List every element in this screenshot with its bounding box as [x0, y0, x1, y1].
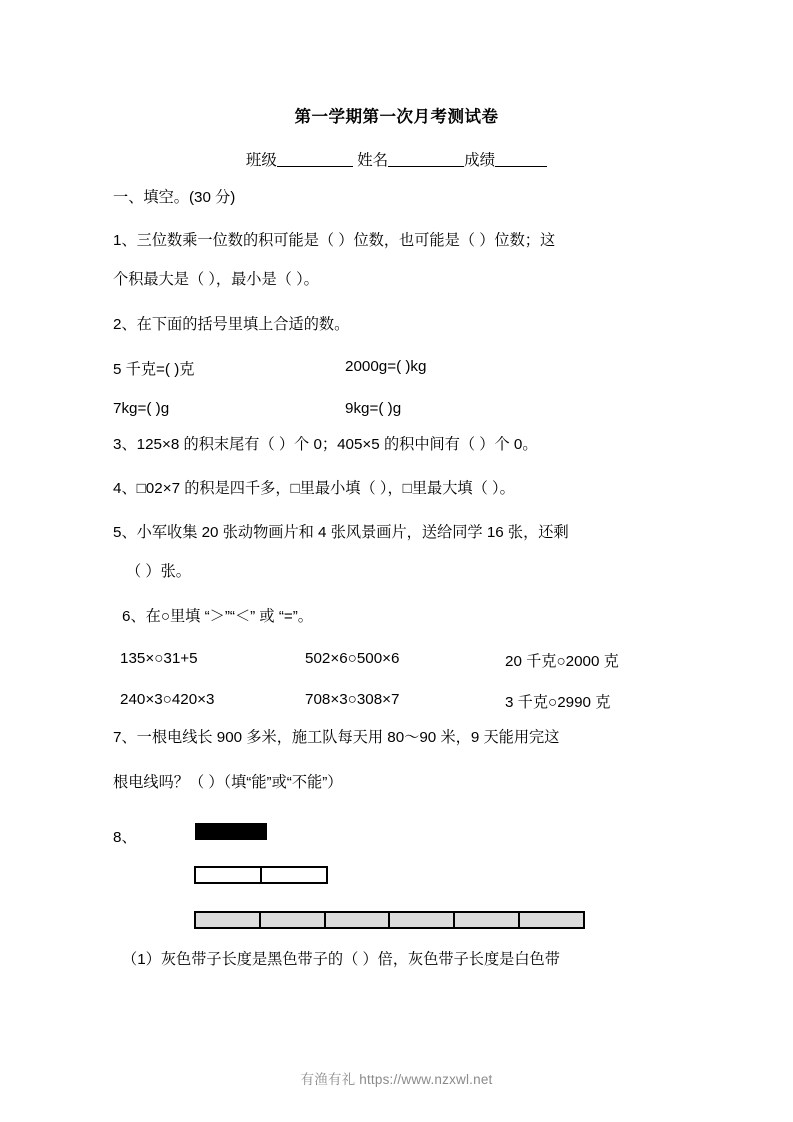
page-title: 第一学期第一次月考测试卷: [294, 108, 499, 126]
comparison-502x6-500x6: 502×6○500×6: [305, 650, 400, 667]
comparison-708x3-308x7: 708×3○308×7: [305, 691, 400, 708]
comparison-135x-31plus5: 135×○31+5: [120, 650, 198, 667]
gray-bar-segment: [390, 913, 455, 927]
score-label: 成绩: [464, 152, 496, 169]
question-8-label: 8、: [113, 829, 137, 846]
name-blank-line[interactable]: [388, 166, 464, 167]
black-bar: [195, 823, 267, 840]
question-7-line-2: 根电线吗？（ ）（填“能”或“不能”）: [113, 774, 343, 791]
gray-bar: [194, 911, 585, 929]
question-4: 4、□02×7 的积是四千多，□里最小填（ ），□里最大填（ ）。: [113, 480, 515, 497]
question-1-line-1: 1、三位数乘一位数的积可能是（ ）位数，也可能是（ ）位数；这: [113, 232, 556, 249]
conversion-7kg-to-g: 7kg=( )g: [113, 400, 170, 417]
gray-bar-segment: [520, 913, 583, 927]
conversion-5kg-to-g: 5 千克=( )克: [113, 361, 195, 378]
student-info-header: [0, 148, 793, 170]
question-7-line-1: 7、一根电线长 900 多米，施工队每天用 80～90 米，9 天能用完这: [113, 729, 560, 746]
question-8-sub-1: （1）灰色带子长度是黑色带子的（ ）倍，灰色带子长度是白色带: [122, 951, 560, 968]
gray-bar-segment: [326, 913, 391, 927]
gray-bar-segment: [261, 913, 326, 927]
conversion-9kg-to-g: 9kg=( )g: [345, 400, 402, 417]
name-label: 姓名: [357, 152, 389, 169]
gray-bar-segment: [196, 913, 261, 927]
conversion-2000g-to-kg: 2000g=( )kg: [345, 358, 427, 375]
score-blank-line[interactable]: [495, 166, 547, 167]
comparison-3kg-2990g: 3 千克○2990 克: [505, 694, 611, 711]
section-one-heading: 一、填空。(30 分): [113, 189, 236, 206]
footer-watermark: 有渔有礼 https://www.nzxwl.net: [300, 1072, 493, 1087]
question-2-heading: 2、在下面的括号里填上合适的数。: [113, 316, 350, 333]
gray-bar-segment: [455, 913, 520, 927]
class-blank-line[interactable]: [277, 166, 353, 167]
class-label: 班级: [245, 152, 277, 169]
question-5-line-2: （ ）张。: [126, 563, 191, 580]
question-1-line-2: 个积最大是（ ），最小是（ ）。: [113, 271, 319, 288]
comparison-20kg-2000g: 20 千克○2000 克: [505, 653, 619, 670]
question-6-heading: 6、在○里填 “＞”“＜” 或 “=”。: [122, 608, 313, 625]
white-bar-segment: [196, 868, 262, 882]
white-bar: [194, 866, 328, 884]
white-bar-segment: [262, 868, 326, 882]
comparison-240x3-420x3: 240×3○420×3: [120, 691, 215, 708]
question-3: 3、125×8 的积末尾有（ ）个 0；405×5 的积中间有（ ）个 0。: [113, 436, 538, 453]
question-5-line-1: 5、小军收集 20 张动物画片和 4 张风景画片，送给同学 16 张，还剩: [113, 524, 569, 541]
